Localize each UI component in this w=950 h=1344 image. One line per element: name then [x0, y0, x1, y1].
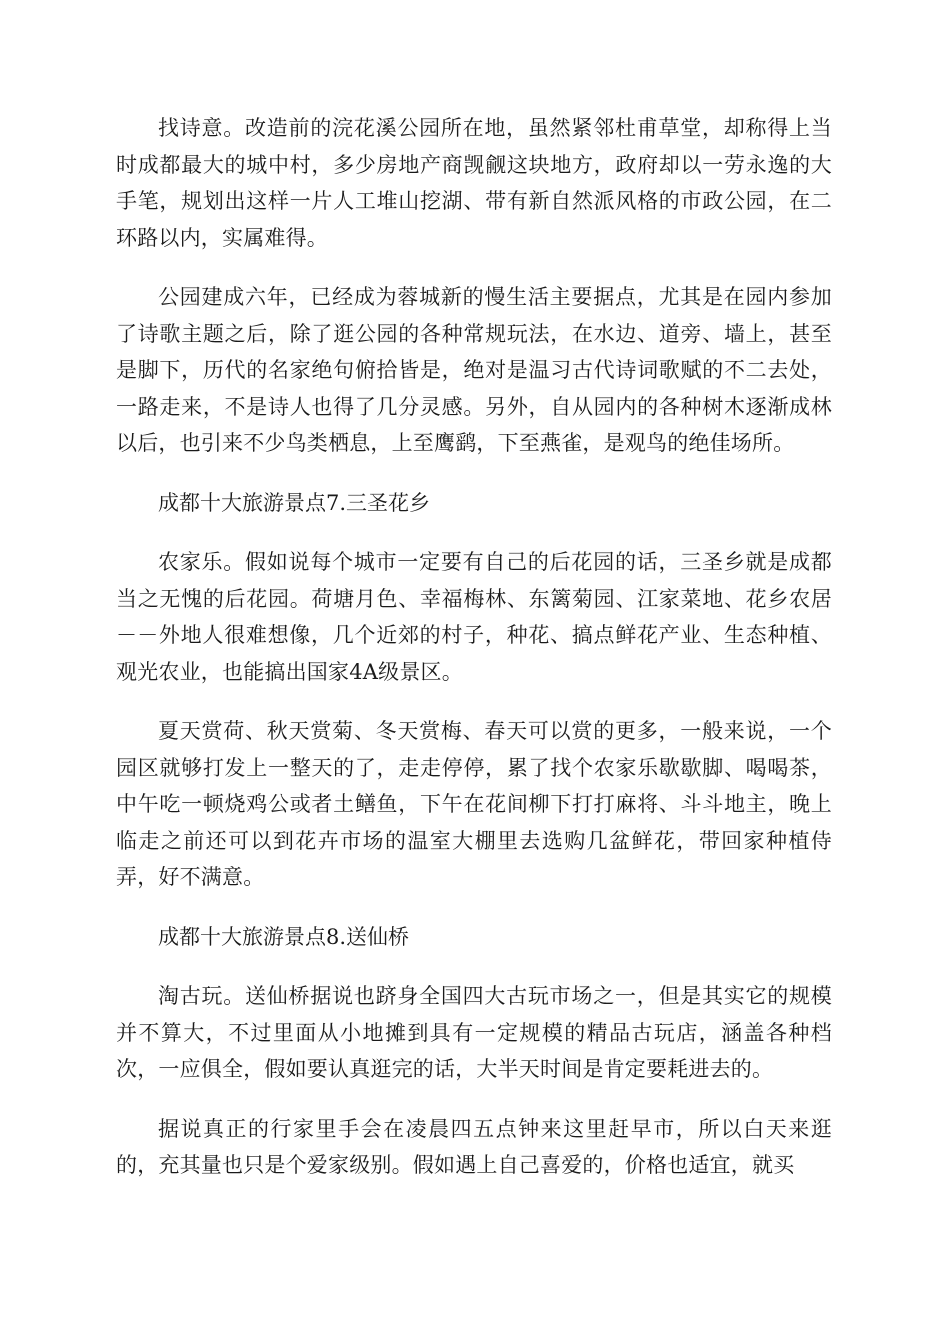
document-page: [116, 110, 832, 1207]
paragraph-songxianqiao-market: 据说真正的行家里手会在凌晨四五点钟来这里赶早市，所以白天来逛的，充其量也只是个爱家级别。假如遇上自己喜爱的，价格也适宜，就买: [116, 1116, 832, 1177]
section-heading-sansheng: 成都十大旅游景点7.三圣花乡: [158, 490, 431, 515]
paragraph-sansheng-seasons: 夏天赏荷、秋天赏菊、冬天赏梅、春天可以赏的更多，一般来说，一个园区就够打发上一整天的了，走走停停，累了找个农家乐歇歇脚、喝喝茶，中午吃一顿烧鸡公或者土鳝鱼，下午在花间柳下打打麻将、斗斗地主，晚上临走之前还可以到花卉市场的温室大棚里去选购几盆鲜花，带回家种植侍弄，好不满意。: [116, 719, 832, 889]
paragraph-park-life: 公园建成六年，已经成为蓉城新的慢生活主要据点，尤其是在园内参加了诗歌主题之后，除了逛公园的各种常规玩法，在水边、道旁、墙上，甚至是脚下，历代的名家绝句俯拾皆是，绝对是温习古代诗词歌赋的不二去处，一路走来，不是诗人也得了几分灵感。另外，自从园内的各种树木逐渐成林以后，也引来不少鸟类栖息，上至鹰鹞，下至燕雀，是观鸟的绝佳场所。: [116, 285, 832, 455]
paragraph-huanhuaxi-intro: 找诗意。改造前的浣花溪公园所在地，虽然紧邻杜甫草堂，却称得上当时成都最大的城中村，多少房地产商觊觎这块地方，政府却以一劳永逸的大手笔，规划出这样一片人工堆山挖湖、带有新自然派风格的市政公园，在二环路以内，实属难得。: [116, 116, 832, 250]
paragraph-sansheng-intro: 农家乐。假如说每个城市一定要有自己的后花园的话，三圣乡就是成都当之无愧的后花园。荷塘月色、幸福梅林、东篱菊园、江家菜地、花乡农居－－外地人很难想像，几个近郊的村子，种花、搞点鲜花产业、生态种植、观光农业，也能搞出国家4A级景区。: [116, 550, 832, 684]
section-heading-songxianqiao: 成都十大旅游景点8.送仙桥: [158, 924, 410, 949]
paragraph-songxianqiao-intro: 淘古玩。送仙桥据说也跻身全国四大古玩市场之一，但是其实它的规模并不算大，不过里面从小地摊到具有一定规模的精品古玩店，涵盖各种档次，一应俱全，假如要认真逛完的话，大半天时间是肯定要耗进去的。: [116, 984, 832, 1081]
